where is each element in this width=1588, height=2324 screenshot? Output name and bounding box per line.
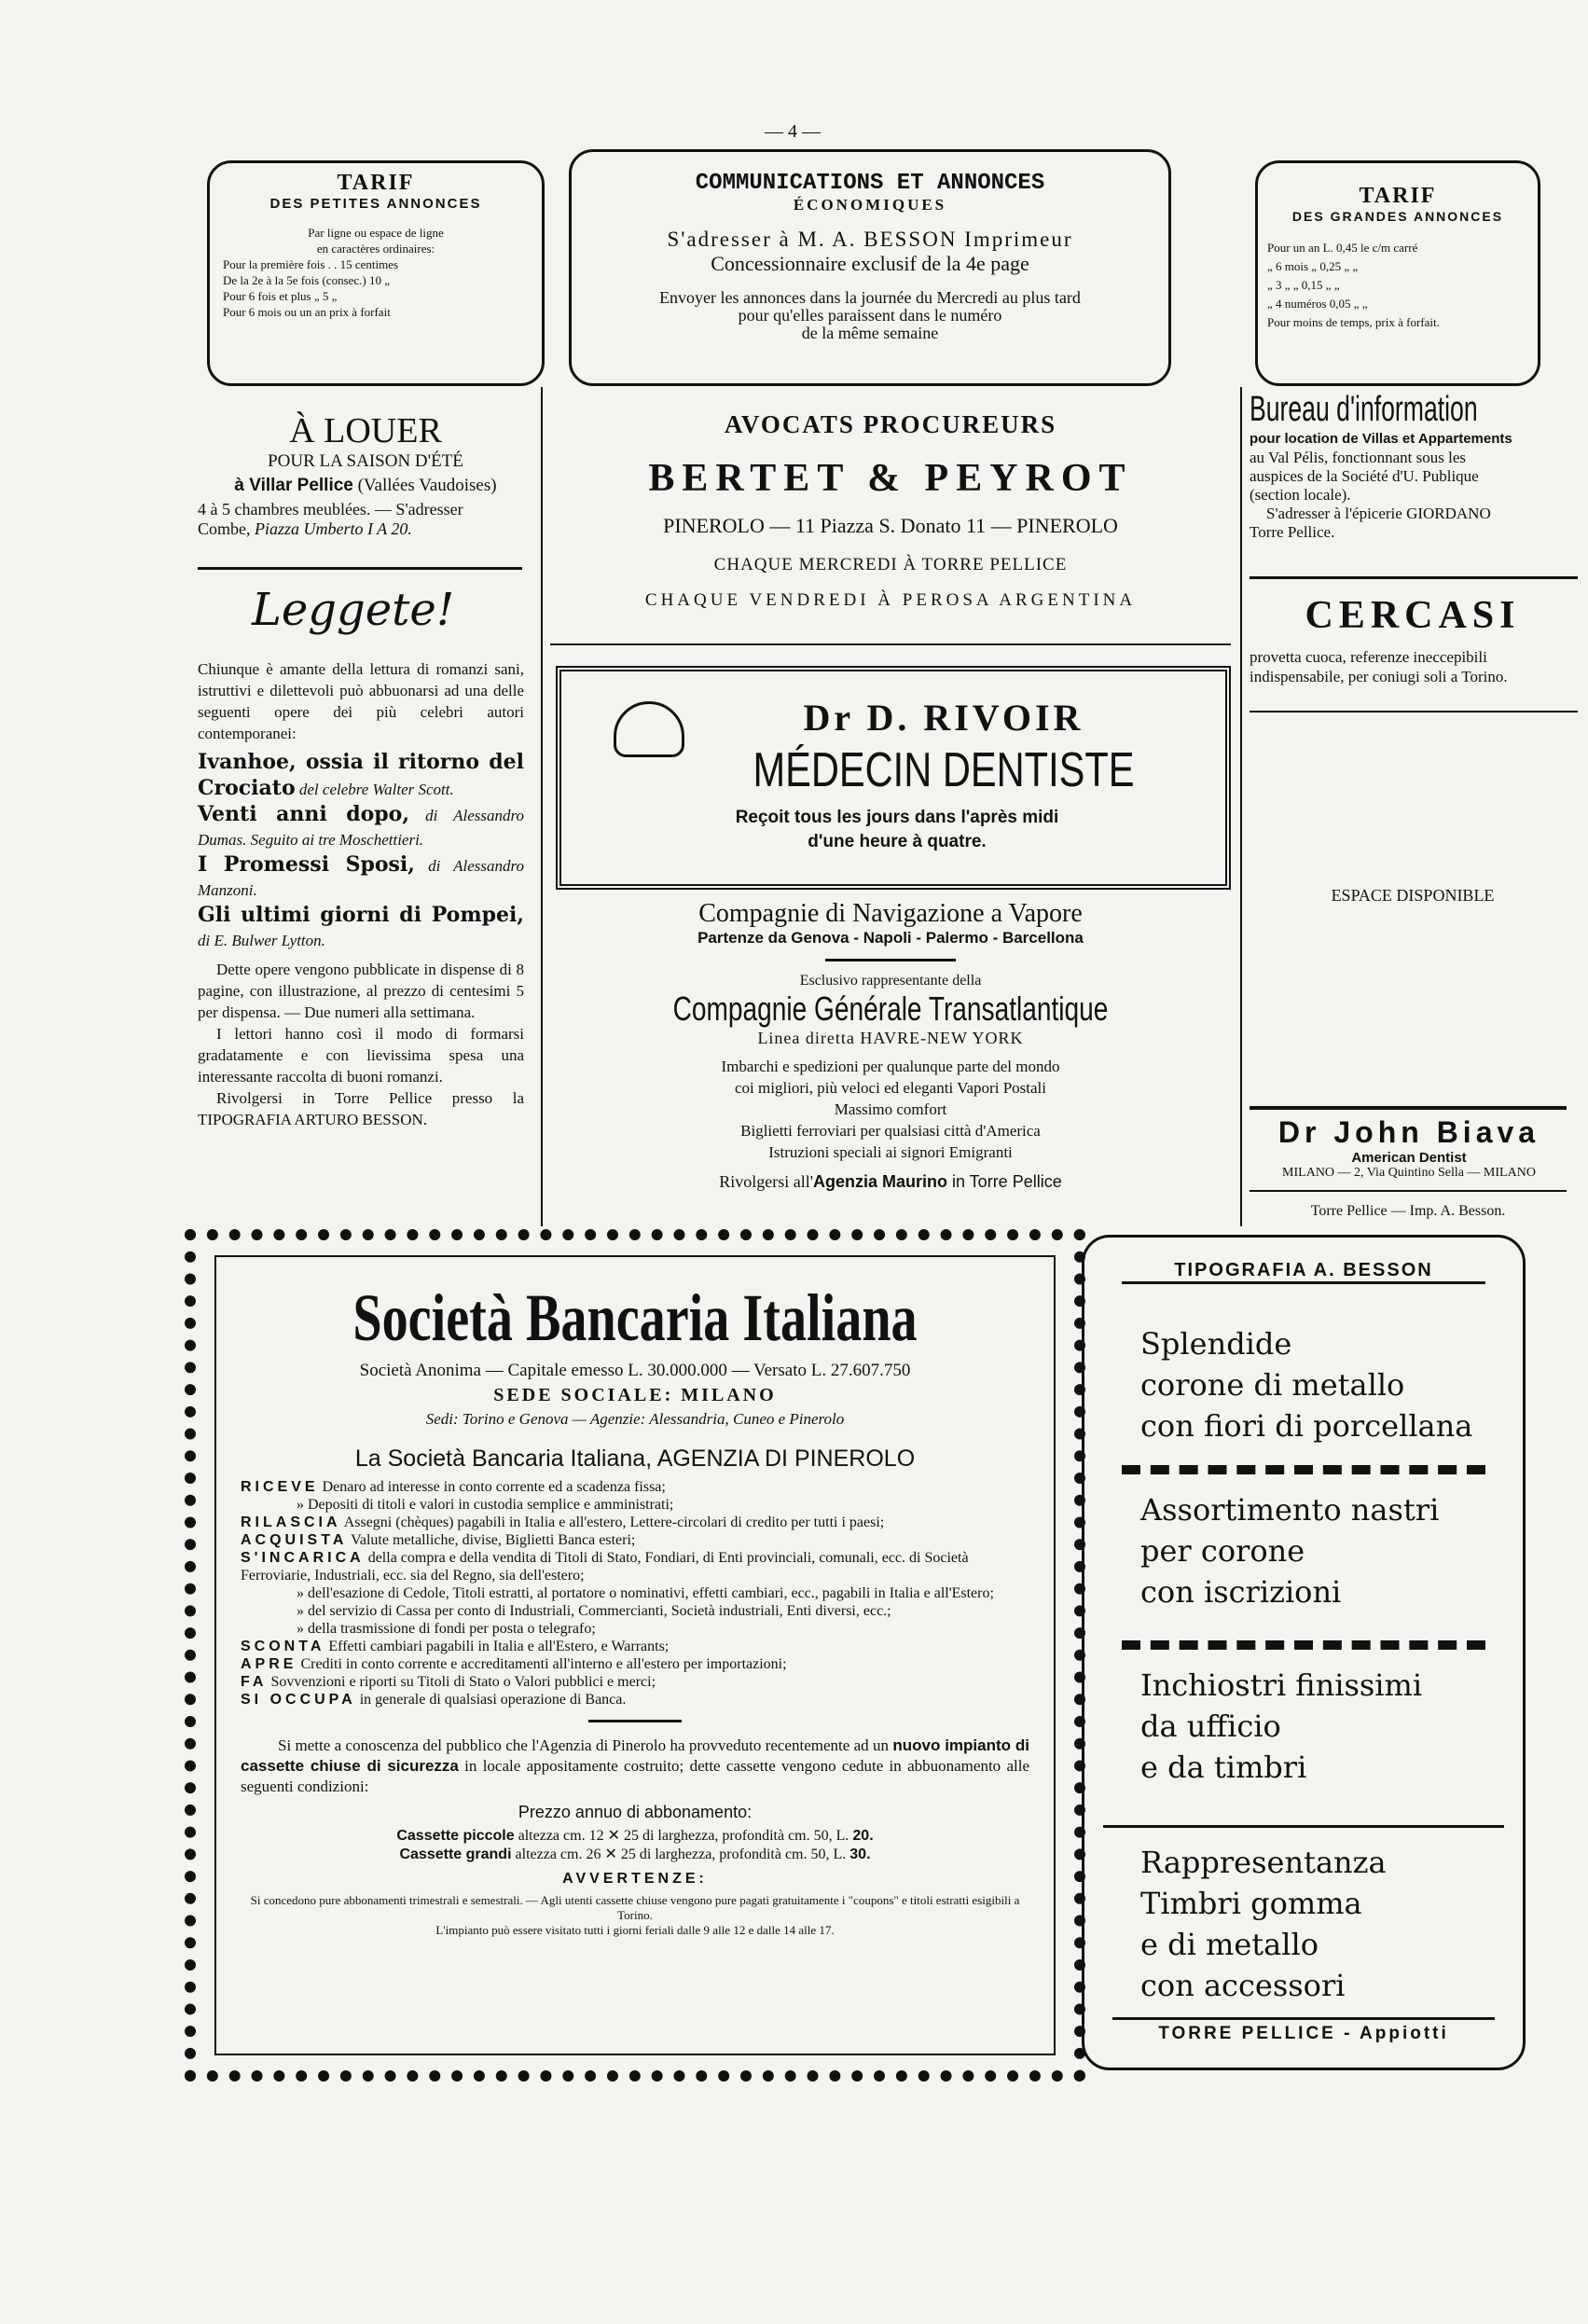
navigazione-title: Compagnie di Navigazione a Vapore <box>698 899 1083 928</box>
communications-line5: de la même semaine <box>801 324 939 342</box>
divider <box>1250 1106 1567 1110</box>
biava-imprint: Torre Pellice — Imp. A. Besson. <box>1310 1203 1506 1219</box>
banca-agency: La Società Bancaria Italiana, AGENZIA DI PINEROLO <box>354 1446 916 1472</box>
column-rule <box>541 387 543 1226</box>
tarif-line: „ 6 mois „ 0,25 „ „ <box>1267 259 1359 273</box>
cercasi-line2: indispensabile, per coniugi soli a Torino. <box>1250 668 1508 685</box>
banca-title: Società Bancaria Italiana <box>352 1280 918 1355</box>
tarif-grandes-subtitle: DES GRANDES ANNONCES <box>1291 209 1504 224</box>
biava-block <box>1246 1115 1572 1181</box>
navigazione-line: Imbarchi e spedizioni per qualunque parte del mondo <box>721 1058 1060 1075</box>
a-louer-title: À LOUER <box>289 411 442 450</box>
tarif-line: „ 3 „ „ 0,15 „ „ <box>1267 278 1340 292</box>
tarif-petites-box <box>207 160 545 386</box>
divider <box>1122 1640 1485 1650</box>
divider <box>1250 1190 1567 1192</box>
biava-sub: American Dentist <box>1351 1150 1467 1166</box>
tarif-line: De la 2e à la 5e fois (consec.) 10 „ <box>223 273 391 287</box>
book-title: Gli ultimi giorni di Pompei, <box>198 903 524 927</box>
leggete-p3: Rivolgersi in Torre Pellice presso la TIPOGRAFIA ARTURO BESSON. <box>198 1089 524 1128</box>
bureau-line: auspices de la Société d'U. Publique <box>1250 467 1479 485</box>
page-number: — 4 — <box>765 121 821 142</box>
espace-disponible: ESPACE DISPONIBLE <box>1331 886 1495 905</box>
tipografia-block4: Rappresentanza Timbri gomma e di metallo con accessori <box>1140 1845 1387 2003</box>
book-author: di E. Bulwer Lytton. <box>198 932 325 949</box>
navigazione-block <box>550 899 1231 1192</box>
divider <box>1250 711 1578 712</box>
banca-ops <box>241 1478 1029 1708</box>
bureau-title: Bureau d'information <box>1250 390 1478 429</box>
cercasi-title: CERCASI <box>1305 594 1521 637</box>
leggete-block <box>198 658 524 1130</box>
banca-op: SI OCCUPA in generale di qualsiasi operazione di Banca. <box>241 1692 627 1708</box>
banca-op: SCONTA Effetti cambiari pagabili in Italia e all'Estero, e Warrants; <box>241 1639 670 1654</box>
rivoir-title: MÉDECIN DENTISTE <box>753 743 1135 797</box>
banca-op: » del servizio di Cassa per conto di Industriali, Commercianti, Società industriali, Enti diversi, ecc.; <box>297 1603 891 1619</box>
bureau-line: pour location de Villas et Appartements <box>1250 431 1512 447</box>
navigazione-line: coi migliori, più veloci ed eleganti Vapori Postali <box>735 1079 1046 1097</box>
tarif-petites-subtitle: DES PETITES ANNONCES <box>269 196 482 212</box>
banca-op: » della trasmissione di fondi per posta o telegrafo; <box>297 1621 596 1637</box>
communications-box <box>569 149 1171 386</box>
tarif-petites-title: TARIF <box>337 171 415 195</box>
navigazione-company: Compagnie Générale Transatlantique <box>672 989 1109 1028</box>
banca-op: S'INCARICA della compra e della vendita di Titoli di Stato, Fondiari, di Enti provinciali, comunali, ecc. di Società Ferroviarie, Industriali, ecc. sia del Regno, sia dell'estero; <box>241 1550 969 1584</box>
rivoir-line1: Reçoit tous les jours dans l'après midi <box>735 808 1059 827</box>
book-title: Venti anni dopo, <box>198 802 409 826</box>
a-louer-block <box>198 410 533 539</box>
book-title: I Promessi Sposi, <box>198 852 415 877</box>
rivoir-name: Dr D. RIVOIR <box>803 697 1084 739</box>
divider <box>198 567 522 570</box>
banca-sedi: Sedi: Torino e Genova — Agenzie: Alessandria, Cuneo e Pinerolo <box>425 1410 845 1428</box>
a-louer-place: à Villar Pellice <box>234 476 353 495</box>
biava-name: Dr John Biava <box>1277 1115 1540 1149</box>
banca-capital: Società Anonima — Capitale emesso L. 30.000.000 — Versato L. 27.607.750 <box>359 1361 911 1380</box>
rivoir-line2: d'une heure à quatre. <box>808 832 987 851</box>
bureau-line: S'adresser à l'épicerie GIORDANO <box>1266 505 1491 522</box>
book-author: del celebre Walter Scott. <box>298 781 454 798</box>
tarif-line: Pour 6 mois ou un an prix à forfait <box>223 305 391 319</box>
leggete-p2: I lettori hanno così il modo di formarsi gradatamente e con lievissima spesa una interessante raccolta di buoni romanzi. <box>198 1025 524 1086</box>
tipografia-block3: Inchiostri finissimi da ufficio e da timbri <box>1140 1667 1423 1785</box>
avocats-block <box>550 410 1231 611</box>
banca-frame <box>185 1229 1085 2082</box>
communications-line2: Concessionnaire exclusif de la 4e page <box>711 252 1029 275</box>
divider <box>588 1720 682 1722</box>
divider <box>1122 1465 1485 1474</box>
banca-op: RICEVE Denaro ad interesse in conto corrente ed a scadenza fissa; <box>241 1479 666 1495</box>
a-louer-line3: 4 à 5 chambres meublées. — S'adresser <box>198 500 463 519</box>
book-author: di Alessandro Manzoni. <box>198 857 524 899</box>
tarif-line: Par ligne ou espace de ligne <box>308 226 444 240</box>
a-louer-combe: Combe, <box>198 519 255 538</box>
a-louer-line1: POUR LA SAISON D'ÉTÉ <box>268 451 463 471</box>
leggete-title: Leggete! <box>252 584 455 636</box>
cercasi-line1: provetta cuoca, referenze ineccepibili <box>1250 648 1487 666</box>
tipografia-box <box>1082 1235 1526 2070</box>
banca-inner <box>214 1255 1056 2055</box>
banca-op: APRE Crediti in conto corrente e accreditamenti all'interno e all'estero per importazioni; <box>241 1656 787 1672</box>
communications-title: COMMUNICATIONS ET ANNONCES <box>695 171 1045 196</box>
tipografia-header: TIPOGRAFIA A. BESSON <box>1122 1260 1485 1284</box>
tarif-grandes-box <box>1255 160 1540 386</box>
bureau-line: au Val Pélis, fonctionnant sous les <box>1250 449 1466 466</box>
navigazione-routes: Partenze da Genova - Napoli - Palermo - Barcellona <box>697 929 1084 947</box>
communications-line1: S'adresser à M. A. BESSON Imprimeur <box>667 228 1073 251</box>
column-rule <box>1240 387 1242 1226</box>
avocats-address: PINEROLO — 11 Piazza S. Donato 11 — PINEROLO <box>663 514 1118 537</box>
banca-notice: Si mette a conoscenza del pubblico che l'Agenzia di Pinerolo ha provveduto recentemente ad un nuovo impianto di cassette chiuse di sicurezza in locale appositamente costruito; dette cassette vengono cedute in abbuonamento alle seguenti condizioni: <box>241 1736 1029 1795</box>
bureau-line: Torre Pellice. <box>1250 523 1335 541</box>
banca-avv2: L'impianto può essere visitato tutti i giorni feriali dalle 9 alle 12 e dalle 14 alle 17. <box>435 1923 835 1937</box>
avocats-names: BERTET & PEYROT <box>648 457 1133 500</box>
banca-op: FA Sovvenzioni e riporti su Titoli di Stato o Valori pubblici e merci; <box>241 1674 656 1690</box>
tarif-line: Pour un an L. 0,45 le c/m carré <box>1267 241 1418 255</box>
tarif-grandes-title: TARIF <box>1359 184 1437 208</box>
avocats-line1: CHAQUE MERCREDI À TORRE PELLICE <box>713 555 1068 574</box>
tarif-line: en caractères ordinaires: <box>316 242 435 256</box>
leggete-intro: Chiunque è amante della lettura di romanzi sani, istruttivi e dilettevoli può abbuonarsi ad una delle seguenti opere dei più celebri autori contemporanei: <box>198 660 524 742</box>
tarif-line: „ 4 numéros 0,05 „ „ <box>1267 297 1368 311</box>
banca-price-2: Cassette grandi altezza cm. 26 ✕ 25 di larghezza, profondità cm. 50, L. 30. <box>399 1847 871 1862</box>
a-louer-place-rest: (Vallées Vaudoises) <box>352 476 497 495</box>
communications-subtitle: ÉCONOMIQUES <box>793 196 947 214</box>
bureau-line: (section locale). <box>1250 486 1351 504</box>
banca-price-1: Cassette piccole altezza cm. 12 ✕ 25 di larghezza, profondità cm. 50, L. 20. <box>396 1828 874 1844</box>
communications-line3: Envoyer les annonces dans la journée du Mercredi au plus tard <box>659 288 1081 307</box>
rivoir-box <box>556 666 1231 890</box>
a-louer-address: Piazza Umberto I A 20. <box>255 519 412 538</box>
tipografia-footer: TORRE PELLICE - Appiotti <box>1112 2017 1495 2044</box>
book-title: Ivanhoe, ossia il ritorno del Crociato <box>198 750 524 800</box>
tipografia-block2: Assortimento nastri per corone con iscrizioni <box>1140 1492 1440 1610</box>
divider <box>825 959 956 961</box>
cercasi-block <box>1250 593 1576 686</box>
navigazione-line: Massimo comfort <box>834 1100 947 1118</box>
navigazione-excl: Esclusivo rappresentante della <box>799 973 982 989</box>
tarif-petites-lines <box>223 225 529 320</box>
divider <box>1250 576 1578 579</box>
navigazione-contact-a: Rivolgersi all' <box>719 1172 813 1191</box>
tarif-line: Pour la première fois . . 15 centimes <box>223 257 399 271</box>
navigazione-line: Biglietti ferroviari per qualsiasi città d'America <box>740 1122 1041 1140</box>
communications-line4: pour qu'elles paraissent dans le numéro <box>738 306 1002 325</box>
leggete-p1: Dette opere vengono pubblicate in dispense di 8 pagine, con illustrazione, al prezzo di centesimi 5 per dispensa. — Due numeri alla settimana. <box>198 961 524 1021</box>
avocats-line2: CHAQUE VENDREDI À PEROSA ARGENTINA <box>644 590 1137 610</box>
avocats-heading: AVOCATS PROCUREURS <box>724 410 1057 438</box>
banca-sede: SEDE SOCIALE: MILANO <box>493 1385 777 1405</box>
tarif-grandes-lines <box>1267 239 1530 332</box>
navigazione-line: Istruzioni speciali ai signori Emigranti <box>768 1143 1013 1161</box>
banca-avv1: Si concedono pure abbonamenti trimestrali e semestrali. — Agli utenti cassette chiuse vengono pure pagati gratuitamente i "coupons" e titoli estratti esigibili a Torino. <box>250 1893 1020 1922</box>
banca-avv-title: AVVERTENZE: <box>562 1871 708 1887</box>
divider <box>1103 1825 1504 1828</box>
navigazione-contact-b: Agenzia Maurino <box>812 1172 947 1191</box>
banca-op: » Depositi di titoli e valori in custodia semplice e amministrati; <box>297 1497 674 1513</box>
book-author: di Alessandro Dumas. Seguito ai tre Moschettieri. <box>198 807 524 849</box>
tarif-line: Pour moins de temps, prix à forfait. <box>1267 315 1440 329</box>
banca-op: RILASCIA Assegni (chèques) pagabili in Italia e all'estero, Lettere-circolari di credito per tutti i paesi; <box>241 1515 885 1530</box>
navigazione-contact-c: in Torre Pellice <box>947 1172 1062 1191</box>
banca-op: ACQUISTA Valute metalliche, divise, Biglietti Banca esteri; <box>241 1532 636 1548</box>
bureau-block <box>1250 390 1576 542</box>
tarif-line: Pour 6 fois et plus „ 5 „ <box>223 289 338 303</box>
tipografia-block1: Splendide corone di metallo con fiori di porcellana <box>1140 1326 1473 1444</box>
navigazione-linea: Linea diretta HAVRE-NEW YORK <box>757 1029 1024 1047</box>
banca-op: » dell'esazione di Cedole, Titoli estratti, al portatore o nominativi, effetti cambiari, ecc., pagabili in Italia e all'Estero; <box>297 1585 994 1601</box>
divider <box>550 643 1231 645</box>
biava-address: MILANO — 2, Via Quintino Sella — MILANO <box>1282 1166 1536 1180</box>
banca-price-title: Prezzo annuo di abbonamento: <box>518 1803 753 1821</box>
